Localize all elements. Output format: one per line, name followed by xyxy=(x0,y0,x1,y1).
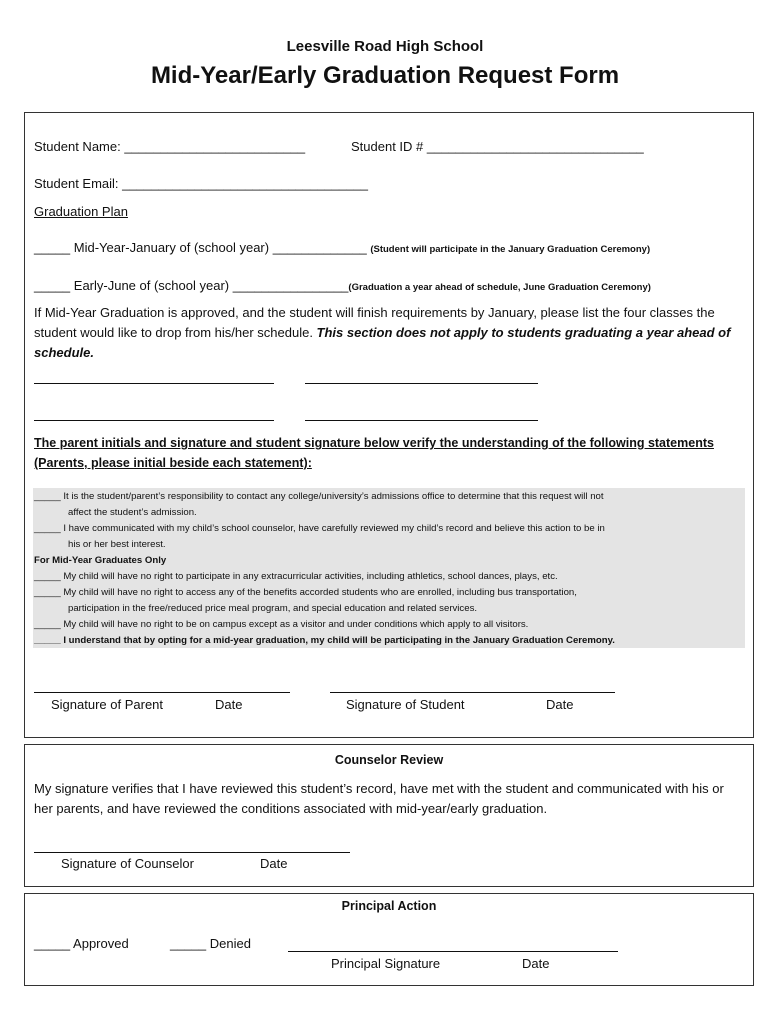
statement-6: _____ I understand that by opting for a mid-year graduation, my child will be participating in the January Graduation Ceremony. xyxy=(34,635,615,646)
student-id-label: Student ID # ______________________________ xyxy=(351,139,644,154)
drop-classes-instructions: If Mid-Year Graduation is approved, and the student will finish requirements by January, please list the four classes the student would like to drop from his/her schedule. This section does not apply to students graduating a year ahead of schedule. xyxy=(34,305,731,360)
denied-check-field[interactable]: _____ xyxy=(170,936,207,951)
graduation-plan-heading: Graduation Plan xyxy=(34,204,128,219)
plan-option-midyear: _____ Mid-Year-January of (school year) _____________ (Student will participate in the January Graduation Ceremony) xyxy=(34,240,651,255)
student-email-field[interactable]: __________________________________ xyxy=(122,176,368,191)
student-date-label: Date xyxy=(546,697,574,712)
statement-4-cont: participation in the free/reduced price meal program, and special education and related services. xyxy=(68,603,478,614)
statement-5: _____ My child will have no right to be on campus except as a visitor and under conditions which apply to all visitors. xyxy=(34,619,529,630)
statement-3-initial[interactable]: _____ xyxy=(34,571,61,582)
drop-class-field-2[interactable] xyxy=(305,383,538,384)
mid-year-only-heading: For Mid-Year Graduates Only xyxy=(34,555,167,566)
student-signature-field[interactable] xyxy=(330,692,615,693)
form-title: Mid-Year/Early Graduation Request Form xyxy=(150,62,620,89)
drop-class-field-4[interactable] xyxy=(305,420,538,421)
student-signature-label: Signature of Student xyxy=(346,697,465,712)
statement-4-initial[interactable]: _____ xyxy=(34,587,61,598)
counselor-signature-field[interactable] xyxy=(34,852,350,853)
early-year-field[interactable]: ________________ xyxy=(232,278,349,293)
early-check-field[interactable]: _____ xyxy=(34,278,71,293)
statement-3: _____ My child will have no right to participate in any extracurricular activities, including athletics, school dances, plays, etc. xyxy=(34,571,558,582)
statement-1: _____ It is the student/parent’s responsibility to contact any college/university’s admissions office to determine that this request will not xyxy=(34,491,604,502)
plan-option-early: _____ Early-June of (school year) ________________(Graduation a year ahead of schedule, June Graduation Ceremony) xyxy=(34,278,651,293)
counselor-date-label: Date xyxy=(260,856,288,871)
counselor-statement: My signature verifies that I have reviewed this student’s record, have met with the student and communicated with his or her parents, and have reviewed the conditions associated with mid-year/early graduation. xyxy=(34,781,724,816)
midyear-check-field[interactable]: _____ xyxy=(34,240,71,255)
statement-1-initial[interactable]: _____ xyxy=(34,491,61,502)
student-name-field[interactable]: _________________________ xyxy=(124,139,306,154)
principal-signature-label: Principal Signature xyxy=(331,956,441,971)
statement-1-cont: affect the student’s admission. xyxy=(68,507,197,518)
approved-check-field[interactable]: _____ xyxy=(34,936,71,951)
school-name: Leesville Road High School xyxy=(286,38,484,55)
parent-signature-label: Signature of Parent xyxy=(51,697,164,712)
drop-class-field-1[interactable] xyxy=(34,383,274,384)
midyear-note: (Student will participate in the January Graduation Ceremony) xyxy=(370,244,651,255)
statement-4: _____ My child will have no right to access any of the benefits accorded students who are enrolled, including bus transportation, xyxy=(34,587,577,598)
statement-2: _____ I have communicated with my child’s school counselor, have carefully reviewed my child’s record and believe this action to be in xyxy=(34,523,605,534)
counselor-heading: Counselor Review xyxy=(334,753,444,767)
statement-6-initial[interactable]: _____ xyxy=(34,635,61,646)
principal-approved: _____ Approved xyxy=(34,936,129,951)
student-id-field[interactable]: ______________________________ xyxy=(426,139,644,154)
counselor-signature-label: Signature of Counselor xyxy=(61,856,194,871)
statement-2-cont: his or her best interest. xyxy=(68,539,166,550)
early-note: (Graduation a year ahead of schedule, June Graduation Ceremony) xyxy=(348,282,651,293)
principal-denied: _____ Denied xyxy=(170,936,251,951)
statement-2-initial[interactable]: _____ xyxy=(34,523,61,534)
parent-date-label: Date xyxy=(215,697,243,712)
parent-signature-field[interactable] xyxy=(34,692,290,693)
principal-signature-field[interactable] xyxy=(288,951,618,952)
student-name-label: Student Name: _________________________ xyxy=(34,139,306,154)
student-email-label: Student Email: __________________________________ xyxy=(34,176,368,191)
principal-date-label: Date xyxy=(522,956,550,971)
drop-class-field-3[interactable] xyxy=(34,420,274,421)
agreement-heading: The parent initials and signature and student signature below verify the understanding of the following statements (Parents, please initial beside each statement): xyxy=(34,436,714,470)
statement-5-initial[interactable]: _____ xyxy=(34,619,61,630)
principal-heading: Principal Action xyxy=(341,899,437,913)
midyear-year-field[interactable]: _____________ xyxy=(272,240,367,255)
